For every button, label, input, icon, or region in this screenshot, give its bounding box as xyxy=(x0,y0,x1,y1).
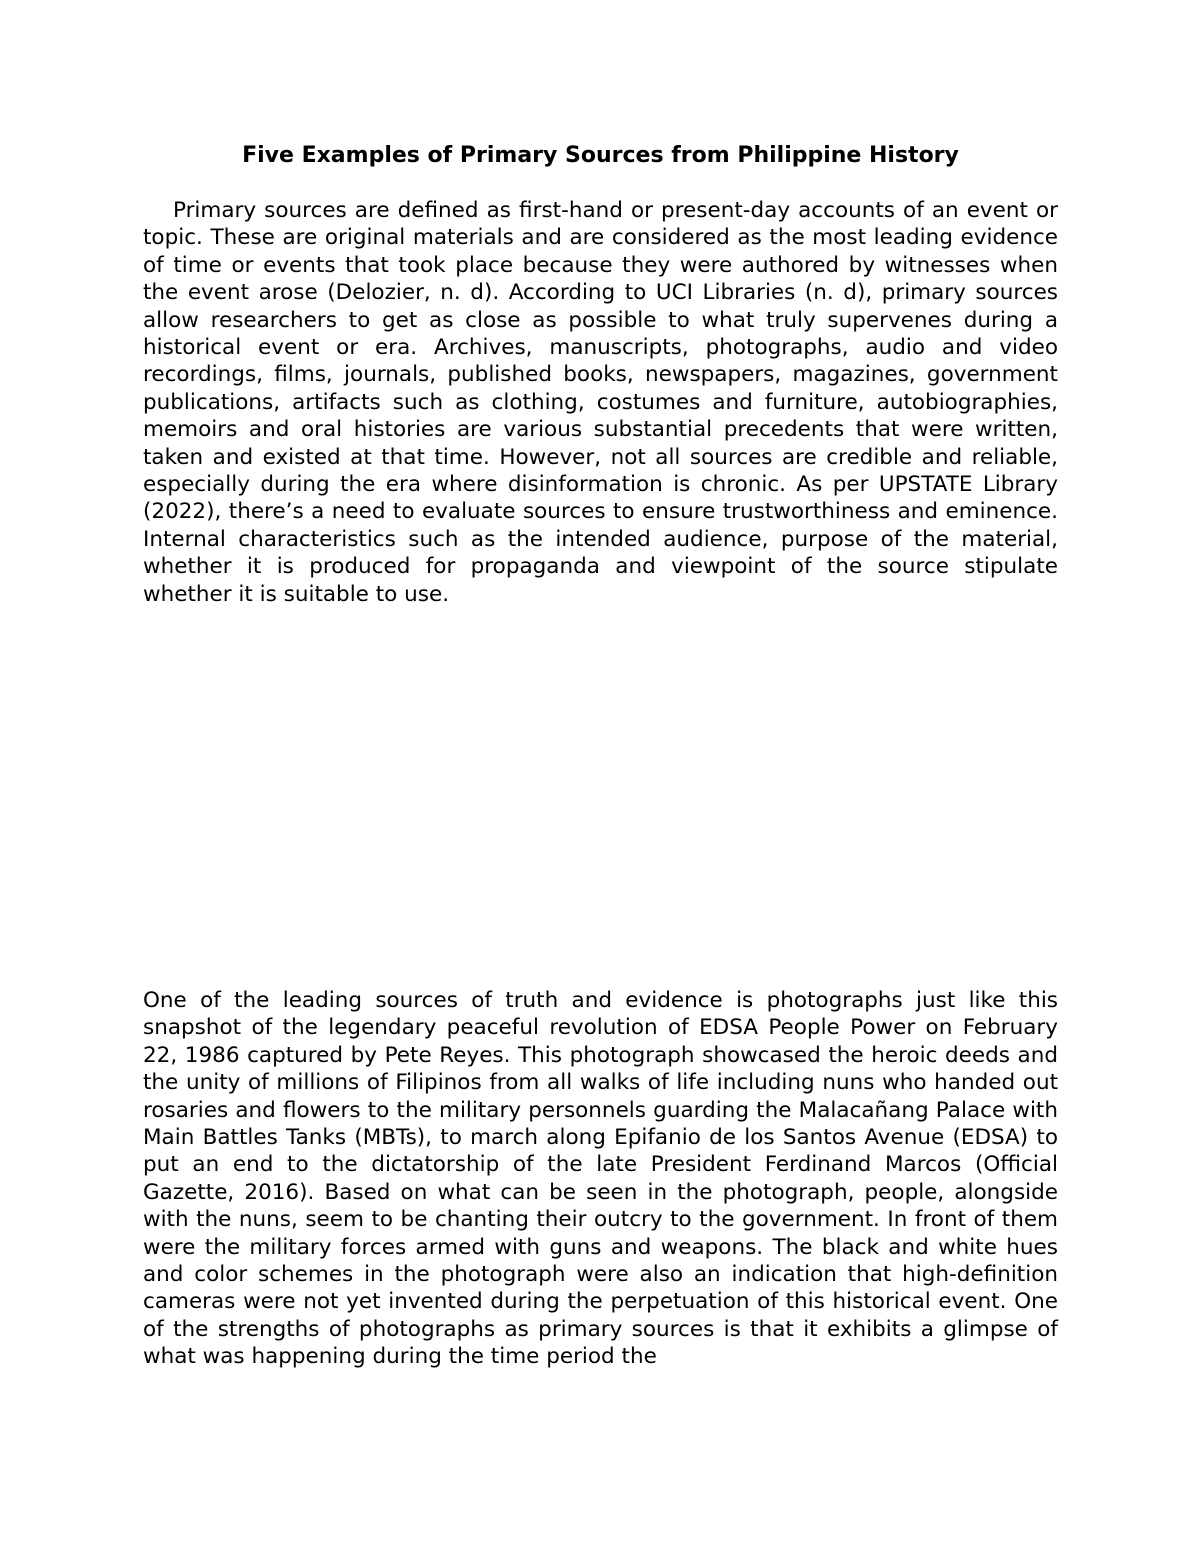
document-title: Five Examples of Primary Sources from Philippine History xyxy=(242,143,959,168)
photograph-paragraph: One of the leading sources of truth and evidence is photographs just like this snapshot of the legendary peaceful revolution of EDSA People Power on February 22, 1986 captured by Pete Reyes. This photograph showcased the heroic deeds and the unity of millions of Filipinos from all walks of life including nuns who handed out rosaries and flowers to the military personnels guarding the Malacañang Palace with Main Battles Tanks (MBTs), to march along Epifanio de los Santos Avenue (EDSA) to put an end to the dictatorship of the late President Ferdinand Marcos (Official Gazette, 2016). Based on what can be seen in the photograph, people, alongside with the nuns, seem to be chanting their outcry to the government. In front of them were the military forces armed with guns and weapons. The black and white hues and color schemes in the photograph were also an indication that high-definition cameras were not yet invented during the perpetuation of this historical event. One of the strengths of photographs as primary sources is that it exhibits a glimpse of what was happening during the time period the xyxy=(143,988,1058,1370)
intro-paragraph: Primary sources are defined as first-hand or present-day accounts of an event or topic. These are original materials and are considered as the most leading evidence of time or events that took place because they were authored by witnesses when the event arose (Delozier, n. d). According to UCI Libraries (n. d), primary sources allow researchers to get as close as possible to what truly supervenes during a historical event or era. Archives, manuscripts, photographs, audio and video recordings, films, journals, published books, newspapers, magazines, government publications, artifacts such as clothing, costumes and furniture, autobiographies, memoirs and oral histories are various substantial precedents that were written, taken and existed at that time. However, not all sources are credible and reliable, especially during the era where disinformation is chronic. As per UPSTATE Library (2022), there’s a need to evaluate sources to ensure trustworthiness and eminence. Internal characteristics such as the intended audience, purpose of the material, whether it is produced for propaganda and viewpoint of the source stipulate whether it is suitable to use. xyxy=(143,198,1058,607)
